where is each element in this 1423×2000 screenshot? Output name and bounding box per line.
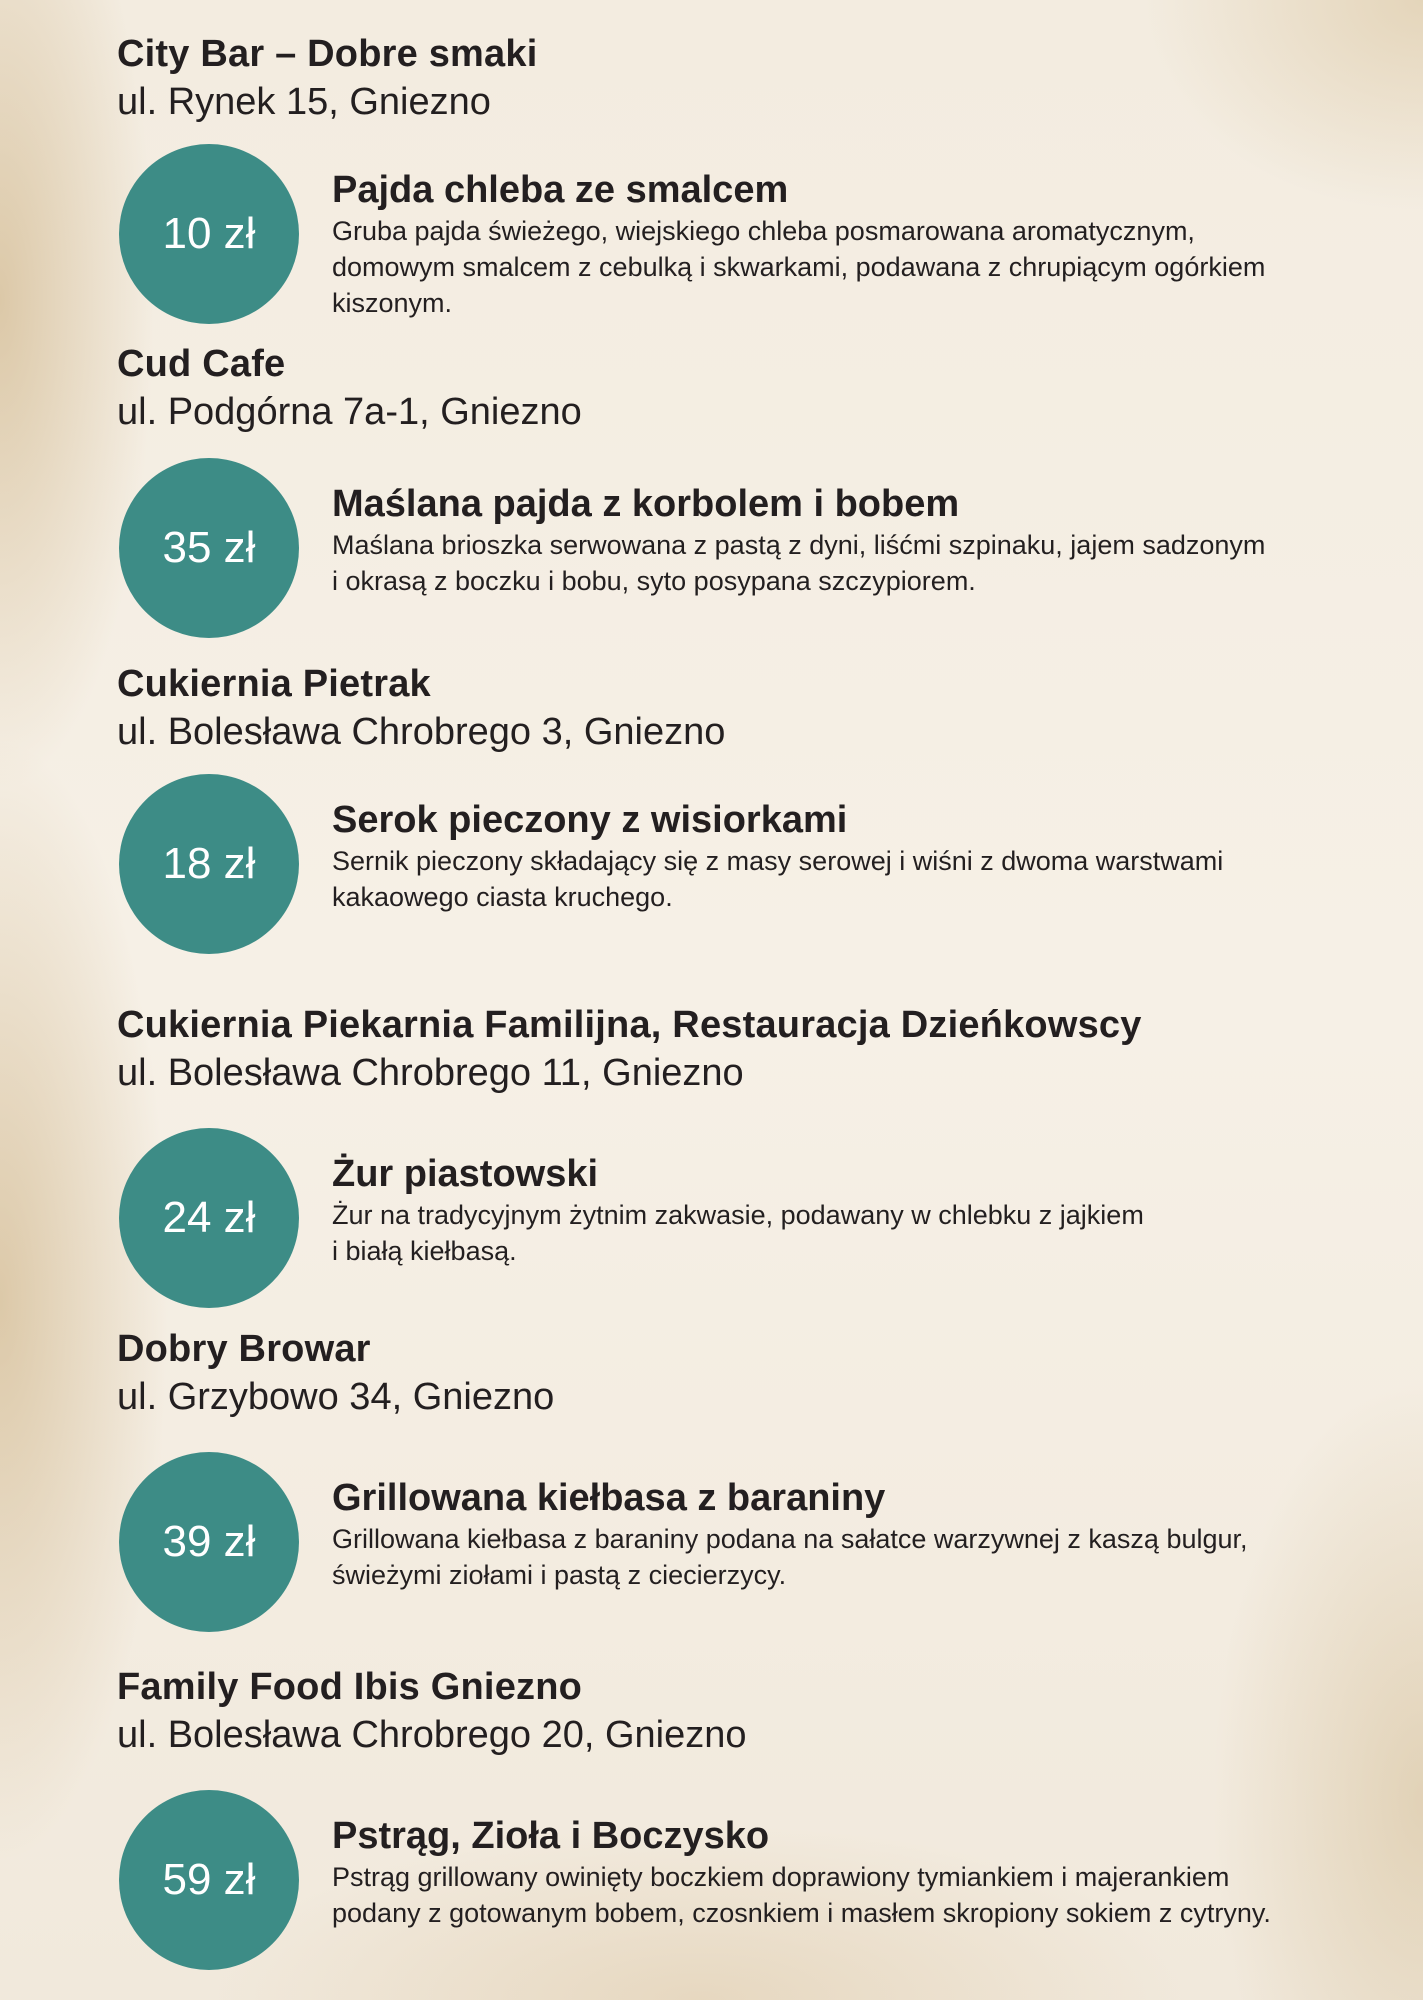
venue-header — [117, 340, 1347, 436]
venue-address: ul. Bolesława Chrobrego 11, Gniezno — [117, 1052, 744, 1094]
price-badge: 59 zł — [119, 1790, 299, 1970]
venue-address: ul. Grzybowo 34, Gniezno — [117, 1376, 555, 1418]
dish-item — [117, 144, 1357, 324]
dish-item — [117, 1452, 1357, 1632]
dish-item — [117, 774, 1357, 954]
dish-item — [117, 1790, 1357, 1970]
venue-address: ul. Bolesława Chrobrego 20, Gniezno — [117, 1714, 747, 1756]
dish-description: Gruba pajda świeżego, wiejskiego chleba posmarowana aromatycznym, domowym smalcem z cebulką i skwarkami, podawana z chrupiącym ogórkiem kiszonym. — [332, 216, 1266, 318]
venue-address: ul. Bolesława Chrobrego 3, Gniezno — [117, 711, 726, 753]
venue-header — [117, 1663, 1347, 1759]
dish-description: Maślana brioszka serwowana z pastą z dyni, liśćmi szpinaku, jajem sadzonym i okrasą z boczku i bobu, syto posypana szczypiorem. — [332, 530, 1266, 596]
price-badge: 24 zł — [119, 1128, 299, 1308]
dish-title: Pajda chleba ze smalcem — [332, 169, 789, 211]
venue-name: Cud Cafe — [117, 343, 286, 385]
dish-title: Pstrąg, Zioła i Boczysko — [332, 1815, 770, 1857]
venue-header — [117, 30, 1347, 126]
venue-header — [117, 1325, 1347, 1421]
dish-description: Żur na tradycyjnym żytnim zakwasie, podawany w chlebku z jajkiem i białą kiełbasą. — [332, 1200, 1144, 1266]
dish-title: Serok pieczony z wisiorkami — [332, 799, 848, 841]
dish-item — [117, 458, 1357, 638]
venue-header — [117, 1001, 1347, 1097]
venue-name: Family Food Ibis Gniezno — [117, 1666, 583, 1708]
dish-title: Grillowana kiełbasa z baraniny — [332, 1477, 886, 1519]
price-badge: 18 zł — [119, 774, 299, 954]
venue-header — [117, 660, 1347, 756]
dish-title: Żur piastowski — [332, 1153, 599, 1195]
price-badge: 39 zł — [119, 1452, 299, 1632]
dish-description: Pstrąg grillowany owinięty boczkiem doprawiony tymiankiem i majerankiem podany z gotowanym bobem, czosnkiem i masłem skropiony sokiem z cytryny. — [332, 1862, 1271, 1928]
venue-name: Cukiernia Piekarnia Familijna, Restauracja Dzieńkowscy — [117, 1004, 1142, 1046]
dish-item — [117, 1128, 1357, 1308]
dish-title: Maślana pajda z korbolem i bobem — [332, 483, 960, 525]
price-badge: 35 zł — [119, 458, 299, 638]
venue-address: ul. Podgórna 7a-1, Gniezno — [117, 391, 582, 433]
venue-name: Dobry Browar — [117, 1328, 371, 1370]
dish-description: Sernik pieczony składający się z masy serowej i wiśni z dwoma warstwami kakaowego ciasta kruchego. — [332, 846, 1224, 912]
price-badge: 10 zł — [119, 144, 299, 324]
venue-name: City Bar – Dobre smaki — [117, 33, 538, 75]
venue-name: Cukiernia Pietrak — [117, 663, 431, 705]
dish-description: Grillowana kiełbasa z baraniny podana na sałatce warzywnej z kaszą bulgur, świeżymi ziołami i pastą z ciecierzycy. — [332, 1524, 1248, 1590]
venue-address: ul. Rynek 15, Gniezno — [117, 81, 491, 123]
